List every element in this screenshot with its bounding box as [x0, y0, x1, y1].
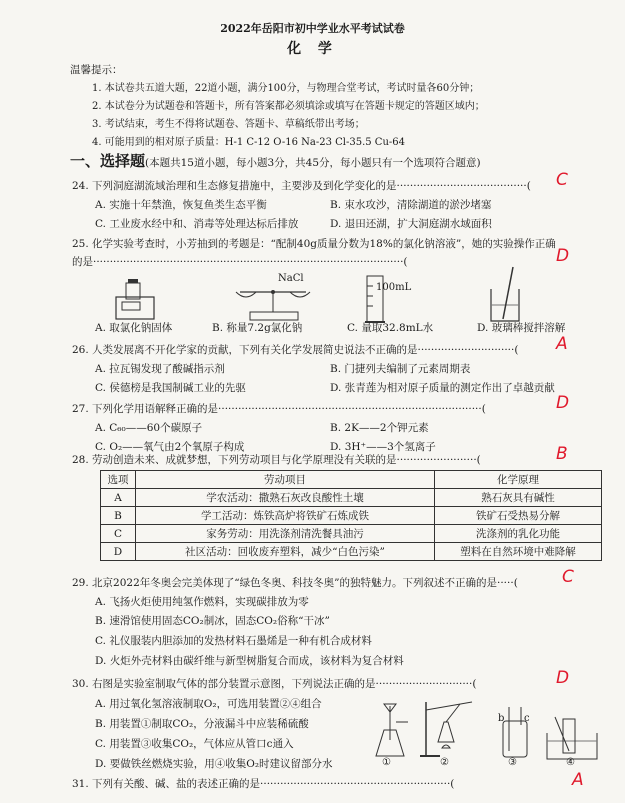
section-note: (本题共15道小题，每小题3分，共45分，每小题只有一个选项符合题意) [145, 157, 481, 169]
q26-handwritten-answer: A [556, 334, 568, 354]
table-cell: B [101, 507, 136, 525]
table-cell: 社区活动：回收废弃塑料，减少“白色污染” [136, 543, 435, 561]
q27-option: D. 3H⁺——3个氢离子 [330, 441, 436, 453]
table-row [101, 543, 602, 561]
q25-option: C. 量取32.8mL水 [347, 322, 434, 334]
q30-stem: 30. 右图是实验室制取气体的部分装置示意图，下列说法正确的是·····························( [72, 678, 477, 690]
table-cell: 学农活动：撒熟石灰改良酸性土壤 [136, 489, 435, 507]
q28-handwritten-answer: B [556, 444, 568, 464]
q30-option: C. 用装置③收集CO₂，气体应从管口c通入 [95, 738, 294, 750]
q25-figure-label-nacl: NaCl [278, 273, 304, 284]
q29-option: D. 火炬外壳材料由碳纤维与新型树脂复合而成，该材料为复合材料 [95, 655, 404, 667]
q30-option: B. 用装置①制取CO₂，分液漏斗中应装稀硫酸 [95, 718, 309, 730]
tips-heading: 温馨提示： [70, 64, 123, 76]
apparatus-2-heating [420, 692, 482, 762]
table-cell: 家务劳动：用洗涤剂清洗餐具油污 [136, 525, 435, 543]
table-cell: 塑料在自然环境中难降解 [435, 543, 602, 561]
q26-option: C. 侯德榜是我国制碱工业的先驱 [95, 382, 246, 394]
figure-beaker-stirring [485, 265, 525, 327]
figure-scale [232, 272, 317, 324]
section-heading [70, 150, 481, 171]
table-cell: 熟石灰具有碱性 [435, 489, 602, 507]
q28-stem: 28. 劳动创造未来、成就梦想，下列劳动项目与化学原理没有关联的是························( [72, 454, 481, 466]
q26-option: A. 拉瓦锡发现了酸碱指示剂 [95, 363, 225, 375]
q24-handwritten-answer: C [556, 170, 568, 190]
q24-stem: 24. 下列洞庭湖流域治理和生态修复措施中，主要涉及到化学变化的是·······································( [72, 180, 531, 192]
table-cell: A [101, 489, 136, 507]
q29-option: C. 礼仪服装内胆添加的发热材料石墨烯是一种有机合成材料 [95, 635, 372, 647]
q25-stem: 25. 化学实验考查时，小芳抽到的考题是：“配制40g质量分数为18%的氯化钠溶液”，她的实验操作正确 [72, 238, 556, 250]
tip-item: 2. 本试卷分为试题卷和答题卡，所有答案都必须填涂或填写在答题卡规定的答题区域内； [92, 101, 485, 112]
q27-handwritten-answer: D [556, 393, 570, 413]
table-header-row [101, 471, 602, 489]
q31-handwritten-answer: A [572, 770, 584, 790]
table-cell: D [101, 543, 136, 561]
apparatus-label: ④ [566, 757, 575, 768]
table-cell: 学工活动：炼铁高炉将铁矿石炼成铁 [136, 507, 435, 525]
q25-stem-cont: 的是·····························································································( [72, 256, 408, 268]
q27-stem: 27. 下列化学用语解释正确的是···············································································( [72, 403, 486, 415]
apparatus-4-water-trough [545, 715, 600, 763]
apparatus-port-label-c: c [524, 713, 530, 724]
q27-option: A. C₆₀——60个碳原子 [95, 422, 203, 434]
table-row [101, 525, 602, 543]
table-cell: 铁矿石受热易分解 [435, 507, 602, 525]
apparatus-label: ③ [508, 757, 517, 768]
tip-item: 1. 本试卷共五道大题，22道小题，满分100分，与物理合堂考试，考试时量各60分钟； [92, 83, 480, 94]
q27-option: B. 2K——2个钾元素 [330, 422, 429, 434]
q29-handwritten-answer: C [562, 567, 574, 587]
table-header: 劳动项目 [136, 471, 435, 489]
q30-handwritten-answer: D [556, 668, 570, 688]
q25-figure-label-100ml: 100mL [376, 282, 412, 293]
table-row [101, 489, 602, 507]
q30-option: D. 要做铁丝燃烧实验，用④收集O₂时建议留部分水 [95, 758, 333, 770]
tip-item: 3. 考试结束，考生不得将试题卷、答题卡、草稿纸带出考场； [92, 119, 365, 130]
q25-option: B. 称量7.2g氯化钠 [212, 322, 303, 334]
table-cell: 洗涤剂的乳化功能 [435, 525, 602, 543]
apparatus-label: ① [382, 757, 391, 768]
q31-stem: 31. 下列有关酸、碱、盐的表述正确的是·························································( [72, 778, 455, 790]
q24-option: B. 束水攻沙，清除湖道的淤沙堵塞 [330, 199, 492, 211]
apparatus-1-flask-funnel [372, 700, 412, 762]
q29-stem: 29. 北京2022年冬奥会完美体现了“绿色冬奥、科技冬奥”的独特魅力。下列叙述不正确的是·····( [72, 577, 518, 589]
q29-option: B. 速滑馆使用固态CO₂制冰，固态CO₂俗称“干冰” [95, 615, 330, 627]
tip-item: 4. 可能用到的相对原子质量：H-1 C-12 O-16 Na-23 Cl-35.5 Cu-64 [92, 137, 406, 148]
q24-option: D. 退田还湖，扩大洞庭湖水域面积 [330, 218, 492, 230]
section-title: 一、选择题 [70, 152, 146, 170]
q26-option: D. 张青莲为相对原子质量的测定作出了卓越贡献 [330, 382, 555, 394]
q30-option: A. 用过氧化氢溶液制取O₂，可选用装置②④组合 [95, 698, 322, 710]
subject-title: 化 学 [287, 41, 338, 57]
table-header: 选项 [101, 471, 136, 489]
q28-table [100, 470, 602, 561]
q25-option: D. 玻璃棒搅拌溶解 [477, 322, 566, 334]
q26-stem: 26. 人类发展离不开化学家的贡献，下列有关化学发展简史说法不正确的是·····························( [72, 344, 519, 356]
figure-balance-bottle [110, 275, 170, 325]
exam-title: 2022年岳阳市初中学业水平考试试卷 [220, 22, 405, 35]
q29-option: A. 飞扬火炬使用纯氢作燃料，实现碳排放为零 [95, 596, 309, 608]
apparatus-port-label-b: b [498, 713, 505, 724]
apparatus-label: ② [440, 757, 449, 768]
table-row [101, 507, 602, 525]
q25-option: A. 取氯化钠固体 [95, 322, 173, 334]
q25-handwritten-answer: D [556, 246, 570, 266]
table-cell: C [101, 525, 136, 543]
table-header: 化学原理 [435, 471, 602, 489]
q26-option: B. 门捷列夫编制了元素周期表 [330, 363, 471, 375]
q24-option: A. 实施十年禁渔，恢复鱼类生态平衡 [95, 199, 267, 211]
q24-option: C. 工业废水经中和、消毒等处理达标后排放 [95, 218, 299, 230]
q27-option: C. O₂——氧气由2个氧原子构成 [95, 441, 245, 453]
